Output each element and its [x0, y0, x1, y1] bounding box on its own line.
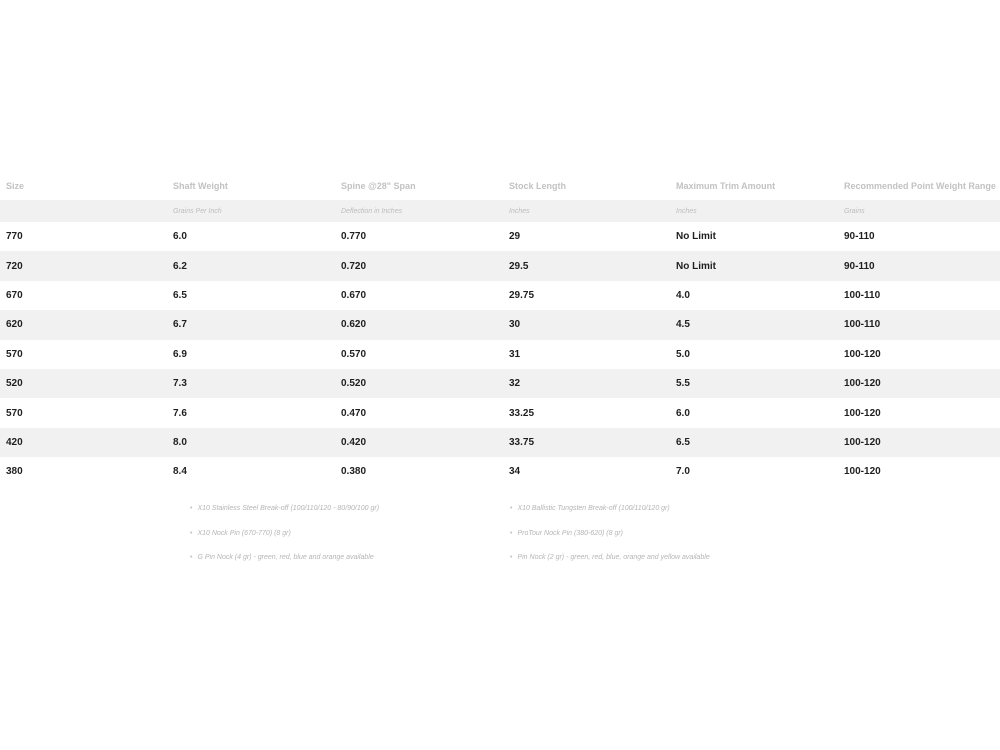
cell-max-trim: 5.5: [676, 378, 690, 390]
cell-size: 620: [6, 319, 23, 331]
cell-spine: 0.380: [341, 466, 367, 478]
note-item: [190, 546, 379, 571]
cell-stock-length: 30: [509, 319, 521, 331]
cell-spine: 0.620: [341, 319, 367, 331]
table-header-row: [0, 172, 1000, 200]
cell-point-weight: 100-120: [844, 348, 881, 360]
cell-shaft-weight: 6.5: [173, 289, 187, 301]
cell-max-trim: 6.0: [676, 407, 690, 419]
cell-spine: 0.670: [341, 289, 367, 301]
bullet-icon: •: [190, 504, 193, 512]
cell-shaft-weight: 7.6: [173, 407, 187, 419]
cell-point-weight: 100-120: [844, 436, 881, 448]
cell-size: 770: [6, 231, 23, 243]
table-row: [0, 457, 1000, 486]
cell-stock-length: 29: [509, 231, 521, 243]
cell-shaft-weight: 6.7: [173, 319, 187, 331]
bullet-icon: •: [190, 554, 193, 562]
cell-stock-length: 32: [509, 378, 521, 390]
cell-spine: 0.420: [341, 436, 367, 448]
cell-point-weight: 100-120: [844, 466, 881, 478]
table-row: [0, 398, 1000, 427]
cell-spine: 0.570: [341, 348, 367, 360]
cell-point-weight: 100-120: [844, 378, 881, 390]
cell-stock-length: 33.75: [509, 436, 535, 448]
cell-max-trim: 4.0: [676, 289, 690, 301]
table-row: [0, 340, 1000, 369]
cell-point-weight: 90-110: [844, 260, 875, 272]
cell-shaft-weight: 6.2: [173, 260, 187, 272]
cell-size: 520: [6, 378, 23, 390]
cell-max-trim: No Limit: [676, 231, 716, 243]
cell-stock-length: 31: [509, 348, 521, 360]
note-item: [510, 546, 710, 571]
cell-spine: 0.520: [341, 378, 367, 390]
cell-max-trim: 5.0: [676, 348, 690, 360]
note-text: ProTour Nock Pin (380-620) (8 gr): [517, 529, 624, 537]
note-text: X10 Nock Pin (670-770) (8 gr): [197, 529, 291, 537]
unit-stock-length: Inches: [509, 207, 530, 215]
cell-max-trim: 6.5: [676, 436, 690, 448]
table-row: [0, 369, 1000, 398]
cell-stock-length: 34: [509, 466, 521, 478]
bullet-icon: •: [510, 529, 513, 537]
note-item: [510, 496, 710, 521]
cell-spine: 0.770: [341, 231, 367, 243]
header-spine: Spine @28" Span: [341, 181, 416, 191]
bullet-icon: •: [510, 504, 513, 512]
header-stock-length: Stock Length: [509, 181, 567, 191]
header-point-weight: Recommended Point Weight Range: [844, 181, 996, 191]
cell-size: 670: [6, 289, 23, 301]
header-max-trim: Maximum Trim Amount: [676, 181, 776, 191]
cell-point-weight: 100-110: [844, 319, 881, 331]
cell-shaft-weight: 8.4: [173, 466, 187, 478]
unit-shaft-weight: Grains Per Inch: [173, 207, 222, 215]
cell-spine: 0.720: [341, 260, 367, 272]
unit-spine: Deflection in Inches: [341, 207, 403, 215]
table-units-row: [0, 200, 1000, 222]
cell-size: 570: [6, 348, 23, 360]
cell-point-weight: 100-120: [844, 407, 881, 419]
cell-point-weight: 100-110: [844, 289, 881, 301]
notes-right-column: [510, 496, 710, 570]
cell-size: 420: [6, 436, 23, 448]
component-notes: [0, 496, 1000, 576]
note-item: [510, 521, 710, 546]
cell-point-weight: 90-110: [844, 231, 875, 243]
cell-max-trim: 7.0: [676, 466, 690, 478]
cell-size: 720: [6, 260, 23, 272]
note-text: G Pin Nock (4 gr) - green, red, blue and orange available: [197, 554, 374, 562]
unit-max-trim: Inches: [676, 207, 697, 215]
spec-table: [0, 172, 1000, 487]
table-row: [0, 310, 1000, 339]
cell-shaft-weight: 8.0: [173, 436, 187, 448]
table-row: [0, 428, 1000, 457]
table-row: [0, 251, 1000, 280]
cell-max-trim: 4.5: [676, 319, 690, 331]
header-size: Size: [6, 181, 25, 191]
note-text: X10 Ballistic Tungsten Break-off (100/110/120 gr): [517, 504, 670, 512]
cell-shaft-weight: 7.3: [173, 378, 187, 390]
header-shaft-weight: Shaft Weight: [173, 181, 228, 191]
cell-max-trim: No Limit: [676, 260, 716, 272]
cell-stock-length: 29.5: [509, 260, 529, 272]
table-row: [0, 281, 1000, 310]
cell-size: 380: [6, 466, 23, 478]
cell-stock-length: 33.25: [509, 407, 535, 419]
cell-stock-length: 29.75: [509, 289, 535, 301]
cell-size: 570: [6, 407, 23, 419]
cell-shaft-weight: 6.9: [173, 348, 187, 360]
table-row: [0, 222, 1000, 251]
note-item: [190, 496, 379, 521]
note-text: X10 Stainless Steel Break-off (100/110/120 - 80/90/100 gr): [197, 504, 380, 512]
unit-point-weight: Grains: [844, 207, 865, 215]
bullet-icon: •: [190, 529, 193, 537]
note-item: [190, 521, 379, 546]
bullet-icon: •: [510, 554, 513, 562]
cell-spine: 0.470: [341, 407, 367, 419]
cell-shaft-weight: 6.0: [173, 231, 187, 243]
notes-left-column: [190, 496, 379, 570]
table-body: [0, 222, 1000, 487]
note-text: Pin Nock (2 gr) - green, red, blue, orange and yellow available: [517, 554, 710, 562]
